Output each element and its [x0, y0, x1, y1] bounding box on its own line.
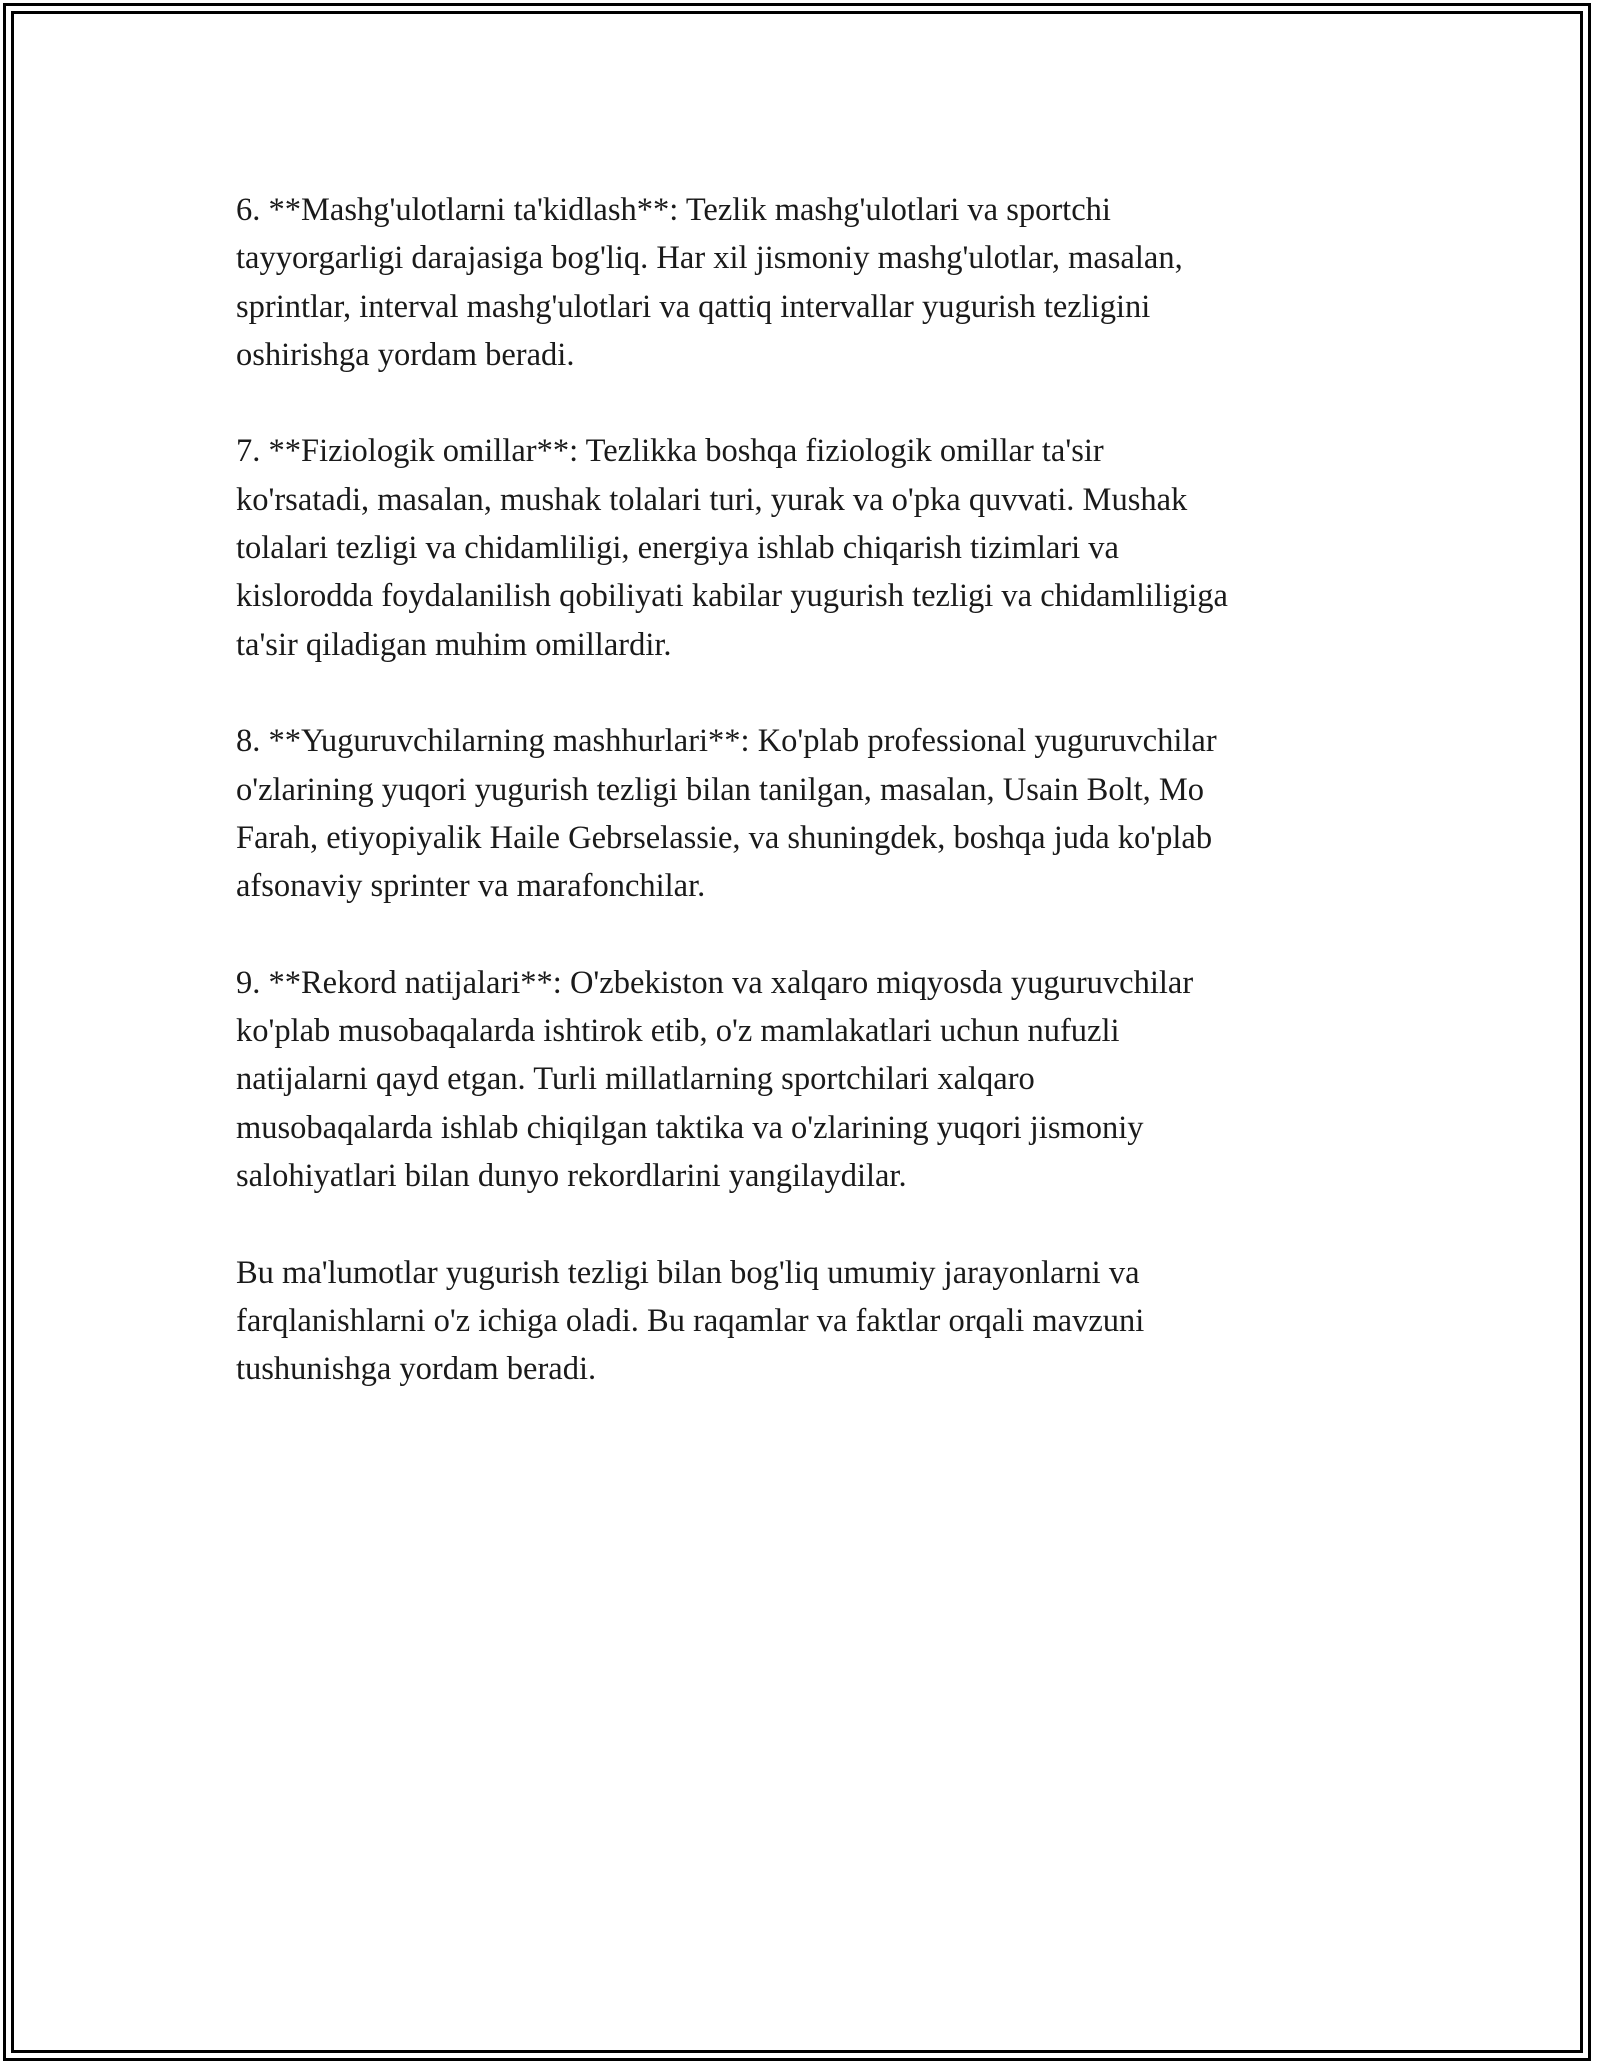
document-body [236, 186, 1386, 1442]
paragraph-conclusion: Bu ma'lumotlar yugurish tezligi bilan bog'liq umumiy jarayonlarni va farqlanishlarni o'z ichiga oladi. Bu raqamlar va faktlar orqali mavzuni tushunishga yordam beradi. [236, 1254, 1145, 1388]
paragraph-item-8: 8. **Yuguruvchilarning mashhurlari**: Ko'plab professional yuguruvchilar o'zlarining yuqori yugurish tezligi bilan tanilgan, masalan, Usain Bolt, Mo Farah, etiyopiyalik Haile Gebrselassie, va shuningdek, boshqa juda ko'plab afsonaviy sprinter va marafonchilar. [236, 723, 1217, 905]
paragraph-item-9: 9. **Rekord natijalari**: O'zbekiston va xalqaro miqyosda yuguruvchilar ko'plab musobaqalarda ishtirok etib, o'z mamlakatlari uchun nufuzli natijalarni qayd etgan. Turli millatlarning sportchilari xalqaro musobaqalarda ishlab chiqilgan taktika va o'zlarining yuqori jismoniy salohiyatlari bilan dunyo rekordlarini yangilaydilar. [236, 964, 1194, 1194]
paragraph-item-6: 6. **Mashg'ulotlarni ta'kidlash**: Tezlik mashg'ulotlari va sportchi tayyorgarligi darajasiga bog'liq. Har xil jismoniy mashg'ulotlar, masalan, sprintlar, interval mashg'ulotlari va qattiq intervallar yugurish tezligini oshirishga yordam beradi. [236, 192, 1183, 373]
paragraph-item-7: 7. **Fiziologik omillar**: Tezlikka boshqa fiziologik omillar ta'sir ko'rsatadi, masalan, mushak tolalari turi, yurak va o'pka quvvati. Mushak tolalari tezligi va chidamliligi, energiya ishlab chiqarish tizimlari va kislorodda foydalanilish qobiliyati kabilar yugurish tezligi va chidamliligiga ta'sir qiladigan muhim omillardir. [236, 433, 1228, 663]
